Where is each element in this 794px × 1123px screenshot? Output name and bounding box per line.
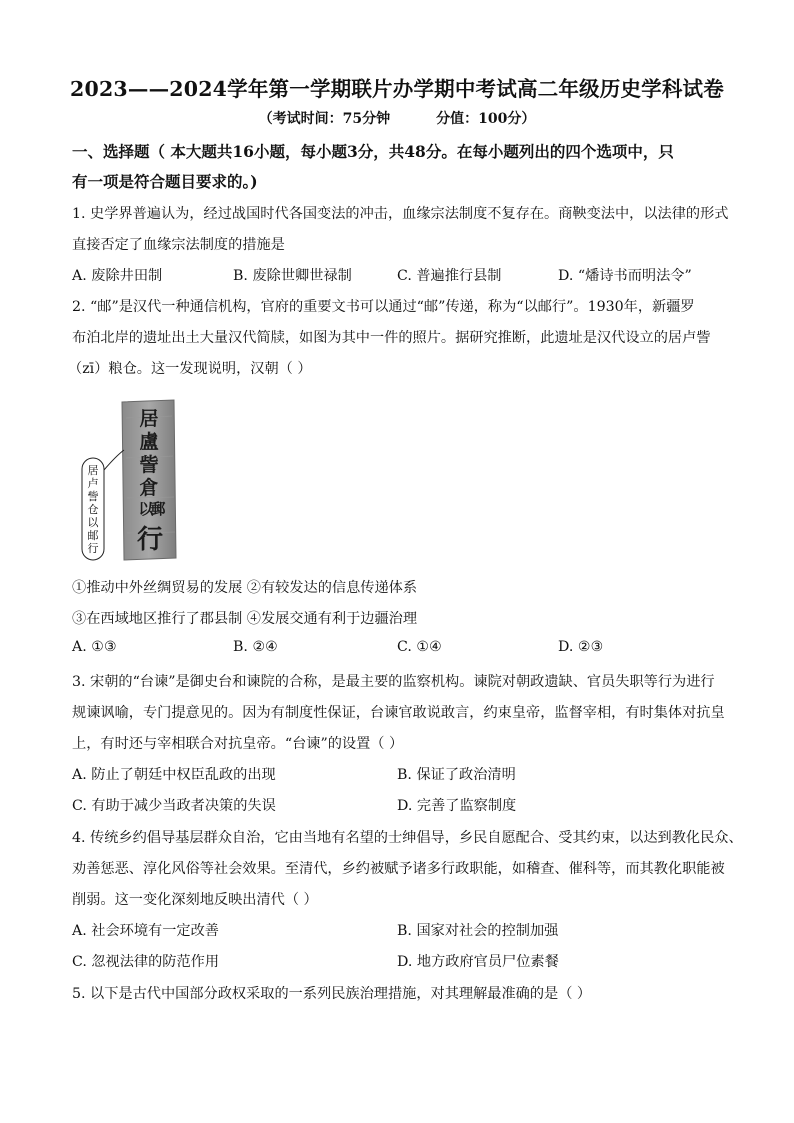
section-heading-line2: 有一项是符合题目要求的。): [72, 172, 258, 191]
q5-stem-line1: 5. 以下是古代中国部分政权采取的一系列民族治理措施，对其理解最准确的是（ ）: [72, 986, 592, 1002]
caption-char-2: 卢: [87, 477, 99, 490]
slip-char-1: 居: [139, 408, 159, 430]
q3-option-c: C. 有助于减少当政者决策的失误: [72, 798, 276, 814]
q2-option-d: D. ②③: [558, 639, 604, 655]
q1-option-a: A. 废除井田制: [72, 268, 163, 284]
q2-option-c: C. ①④: [397, 639, 442, 655]
q3-option-d: D. 完善了监察制度: [397, 798, 517, 814]
q2-option-b: B. ②④: [233, 639, 278, 655]
caption-char-4: 仓: [87, 503, 99, 516]
caption-char-3: 訾: [87, 490, 99, 503]
q2-stem-line3: （zī）粮仓。这一发现说明，汉朝（ ）: [68, 361, 312, 377]
q3-option-a: A. 防止了朝廷中权臣乱政的出现: [72, 767, 276, 783]
exam-info: [0, 108, 794, 128]
caption-char-6: 邮: [87, 529, 99, 542]
slip-char-7: 行: [136, 525, 164, 555]
caption-pointer-line: [104, 450, 124, 470]
exam-time: （考试时间：75分钟: [258, 111, 391, 127]
slip-char-4: 倉: [139, 477, 159, 499]
q1-stem-line2: 直接否定了血缘宗法制度的措施是: [72, 237, 285, 253]
q1-option-b: B. 废除世卿世禄制: [233, 268, 352, 284]
caption-char-1: 居: [87, 464, 99, 477]
exam-score: 分值：100分）: [436, 111, 536, 127]
slip-char-3: 訾: [139, 454, 159, 476]
q3-stem-line1: 3. 宋朝的“台谏”是御史台和谏院的合称，是最主要的监察机构。谏院对朝政遗缺、官员失职等行为进行: [72, 674, 715, 690]
bamboo-slip-photo: [80, 398, 185, 563]
exam-title: 2023——2024学年第一学期联片办学期中考试高二年级历史学科试卷: [70, 77, 724, 101]
q4-option-d: D. 地方政府官员尸位素餐: [397, 954, 559, 970]
q4-stem-line3: 削弱。这一变化深刻地反映出清代（ ）: [72, 892, 318, 908]
q2-stem-line2: 布泊北岸的遗址出土大量汉代简牍，如图为其中一件的照片。据研究推断，此遗址是汉代设立的居卢訾: [72, 330, 711, 346]
q3-stem-line2: 规谏讽喻，专门提意见的。因为有制度性保证，台谏官敢说敢言，约束皇帝，监督宰相，有时集体对抗皇: [72, 705, 725, 721]
slip-char-5: 以: [138, 500, 154, 518]
q2-statements-line1: ①推动中外丝绸贸易的发展 ②有较发达的信息传递体系: [72, 580, 418, 596]
q4-option-c: C. 忽视法律的防范作用: [72, 954, 220, 970]
slip-char-6: 郵: [150, 500, 166, 518]
q1-stem-line1: 1. 史学界普遍认为，经过战国时代各国变法的冲击，血缘宗法制度不复存在。商鞅变法中，以法律的形式: [72, 206, 729, 222]
q1-option-d: D. “燔诗书而明法令”: [558, 268, 692, 284]
q4-stem-line1: 4. 传统乡约倡导基层群众自治，它由当地有名望的士绅倡导，乡民自愿配合、受其约束，以达到教化民众、: [72, 830, 743, 846]
q4-option-a: A. 社会环境有一定改善: [72, 923, 219, 939]
q2-statements-line2: ③在西域地区推行了郡县制 ④发展交通有利于边疆治理: [72, 611, 418, 627]
section-heading-line1: 一、选择题（ 本大题共16小题，每小题3分，共48分。在每小题列出的四个选项中，只: [72, 142, 674, 161]
q2-option-a: A. ①③: [72, 639, 117, 655]
q4-option-b: B. 国家对社会的控制加强: [397, 923, 559, 939]
q1-option-c: C. 普遍推行县制: [397, 268, 502, 284]
slip-char-2: 盧: [139, 431, 159, 453]
q2-stem-line1: 2. “邮”是汉代一种通信机构，官府的重要文书可以通过“邮”传递，称为“以邮行”。1930年，新疆罗: [72, 299, 695, 315]
q3-stem-line3: 上，有时还与宰相联合对抗皇帝。“台谏”的设置（ ）: [72, 736, 404, 752]
caption-char-5: 以: [87, 516, 99, 529]
caption-char-7: 行: [87, 542, 99, 555]
q4-stem-line2: 劝善惩恶、淳化风俗等社会效果。至清代，乡约被赋予诸多行政职能，如稽查、催科等，而其教化职能被: [72, 861, 725, 877]
q3-option-b: B. 保证了政治清明: [397, 767, 516, 783]
